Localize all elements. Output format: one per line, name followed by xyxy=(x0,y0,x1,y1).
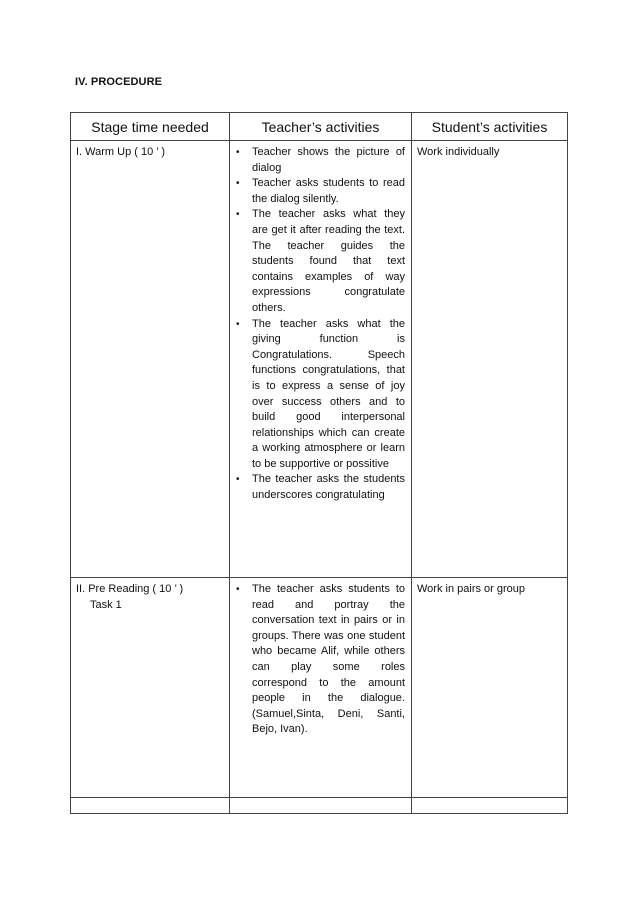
student-activities-cell xyxy=(412,141,568,578)
teacher-activities-cell xyxy=(230,141,412,578)
teacher-activities-cell xyxy=(230,798,412,814)
list-item-text: Teacher shows the picture of dialog xyxy=(252,146,405,174)
list-item xyxy=(230,207,405,316)
bullet-icon: • xyxy=(236,209,240,221)
list-item-text: The teacher asks what they are get it after reading the text. The teacher guides the students found that text contains examples of way expressions congratulate others. xyxy=(252,208,405,314)
table-header-row xyxy=(71,113,568,141)
header-stage-time: Stage time needed xyxy=(71,113,230,141)
bullet-icon: • xyxy=(236,318,240,330)
teacher-activities-list xyxy=(230,145,405,504)
table-row xyxy=(71,798,568,814)
bullet-icon: • xyxy=(236,584,240,595)
section-title: IV. PROCEDURE xyxy=(75,76,163,88)
list-item-text: The teacher asks the students underscores congratulating xyxy=(252,473,405,502)
teacher-activities-cell xyxy=(230,578,412,798)
stage-cell xyxy=(71,578,230,798)
header-teacher-activities: Teacher’s activities xyxy=(230,113,412,141)
list-item xyxy=(230,145,405,176)
list-item xyxy=(230,472,405,503)
list-item xyxy=(230,582,405,738)
table-row xyxy=(71,141,568,578)
bullet-icon: • xyxy=(236,147,240,158)
bullet-icon: • xyxy=(236,178,240,190)
student-activities-cell xyxy=(412,798,568,814)
student-activity-text: Work individually xyxy=(417,146,500,158)
list-item xyxy=(230,176,405,207)
table-row xyxy=(71,578,568,798)
procedure-table xyxy=(70,112,568,814)
list-item-text: The teacher asks students to read and portray the conversation text in pairs or in groups. There was one student who became Alif, while others can play some roles correspond to the amount people in the dialogue.(Samuel,Sinta, Deni, Santi, Bejo, Ivan). xyxy=(252,583,405,736)
stage-sub-label: Task 1 xyxy=(90,598,122,611)
stage-cell xyxy=(71,798,230,814)
stage-cell xyxy=(71,141,230,578)
stage-label: II. Pre Reading ( 10 ’ ) xyxy=(76,583,184,595)
student-activity-text: Work in pairs or group xyxy=(417,583,526,595)
teacher-activities-list xyxy=(230,582,405,738)
list-item-text: Teacher asks students to read the dialog silently. xyxy=(252,177,405,205)
list-item xyxy=(230,317,405,473)
list-item-text: The teacher asks what the giving function is Congratulations. Speech functions congratulations, that is to express a sense of joy over success others and to build good interpersonal relationships which can create a working atmosphere or learn to be supportive or possitive xyxy=(252,317,405,470)
bullet-icon: • xyxy=(236,474,240,486)
student-activities-cell xyxy=(412,578,568,798)
header-student-activities: Student’s activities xyxy=(412,113,568,141)
stage-label: I. Warm Up ( 10 ’ ) xyxy=(76,146,166,158)
